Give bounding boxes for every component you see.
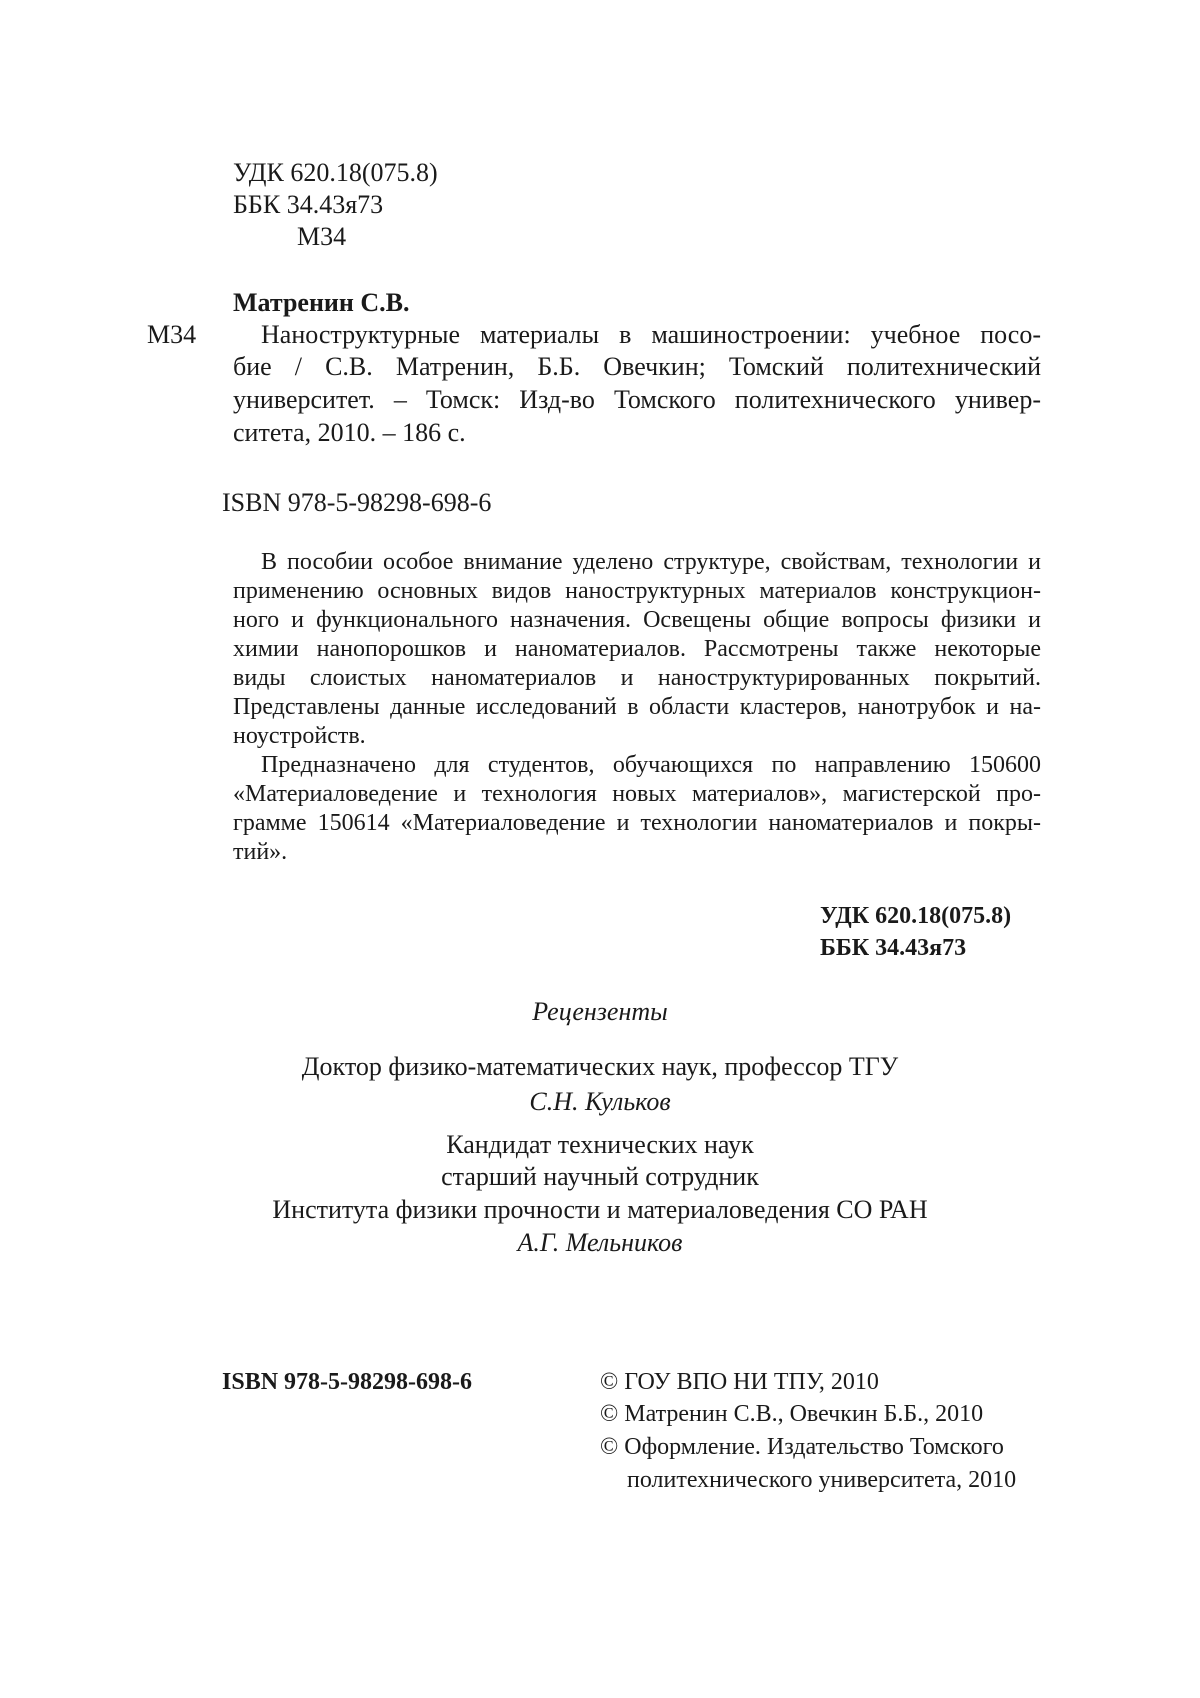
bibliography-line: Наноструктурные материалы в машиностроении: учебное посо- — [261, 320, 1041, 349]
annotation-line: Представлены данные исследований в области кластеров, нанотрубок и на- — [233, 694, 1041, 720]
annotation-line: ноустройств. — [233, 723, 366, 749]
reviewer-2-title-line: Кандидат технических наук — [446, 1130, 754, 1159]
copyright-line: © ГОУ ВПО НИ ТПУ, 2010 — [600, 1369, 879, 1395]
annotation-line: ного и функционального назначения. Освещены общие вопросы физики и — [233, 607, 1041, 633]
copyright-line: © Матренин С.В., Овечкин Б.Б., 2010 — [600, 1401, 984, 1427]
reviewer-2-title-line: старший научный сотрудник — [441, 1162, 759, 1191]
bibliography-line: университет. – Томск: Изд-во Томского политехнического универ- — [233, 385, 1041, 414]
annotation-line: В пособии особое внимание уделено структуре, свойствам, технологии и — [261, 549, 1041, 575]
author-name: Матренин С.В. — [233, 288, 410, 317]
isbn-bottom: ISBN 978-5-98298-698-6 — [222, 1369, 472, 1395]
annotation-line: тий». — [233, 839, 288, 865]
isbn-top: ISBN 978-5-98298-698-6 — [222, 488, 492, 517]
reviewer-1-title: Доктор физико-математических наук, профессор ТГУ — [301, 1052, 899, 1081]
reviewers-heading: Рецензенты — [532, 997, 668, 1026]
copyright-line: политехнического университета, 2010 — [627, 1467, 1017, 1493]
annotation-line: Предназначено для студентов, обучающихся по направлению 150600 — [261, 752, 1041, 778]
annotation-line: химии нанопорошков и наноматериалов. Рассмотрены также некоторые — [233, 636, 1041, 662]
annotation-line: виды слоистых наноматериалов и наноструктурированных покрытий. — [233, 665, 1041, 691]
bibliography-line: бие / С.В. Матренин, Б.Б. Овечкин; Томский политехнический — [233, 352, 1041, 381]
udk-code-bottom: УДК 620.18(075.8) — [820, 903, 1012, 929]
reviewer-2-title-line: Института физики прочности и материаловедения СО РАН — [272, 1195, 928, 1224]
bibliography-line: ситета, 2010. – 186 с. — [233, 418, 466, 447]
reviewer-2-name: А.Г. Мельников — [517, 1228, 683, 1257]
copyright-line: © Оформление. Издательство Томского — [600, 1434, 1004, 1460]
annotation-line: «Материаловедение и технология новых материалов», магистерской про- — [233, 781, 1041, 807]
annotation-line: грамме 150614 «Материаловедение и технологии наноматериалов и покры- — [233, 810, 1041, 836]
author-mark: М34 — [297, 222, 347, 251]
reviewer-1-name: С.Н. Кульков — [529, 1087, 671, 1116]
udk-code: УДК 620.18(075.8) — [233, 158, 438, 187]
bbk-code-bottom: ББК 34.43я73 — [820, 935, 967, 961]
side-author-mark: М34 — [147, 320, 197, 349]
bbk-code: ББК 34.43я73 — [233, 190, 384, 219]
annotation-line: применению основных видов наноструктурных материалов конструкцион- — [233, 578, 1041, 604]
